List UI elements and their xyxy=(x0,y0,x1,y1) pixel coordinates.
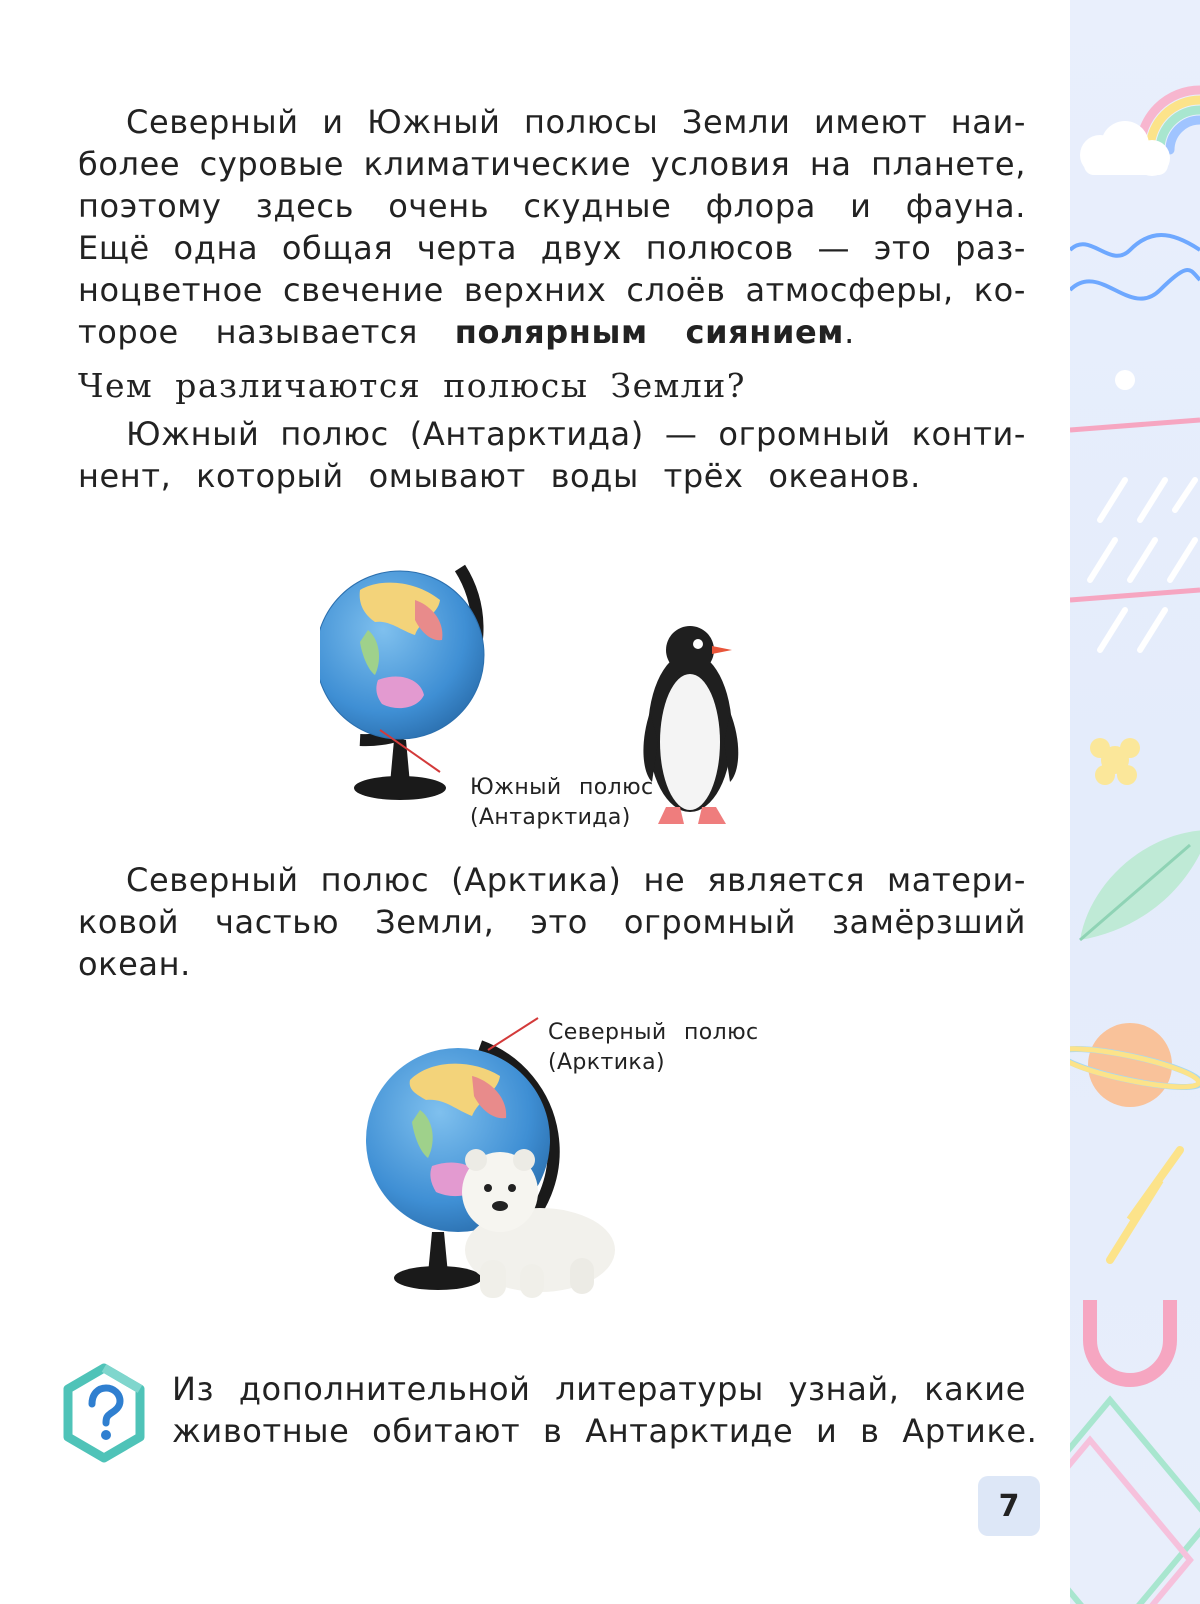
paragraph-text: торое называется xyxy=(78,313,455,351)
paragraph-line: Северный полюс (Арктика) не является матери- xyxy=(126,861,1026,899)
south-pole-caption xyxy=(470,773,654,833)
paragraph-line: океан. xyxy=(78,945,191,983)
paragraph-line: нент, который омывают воды трёх океанов. xyxy=(78,457,921,495)
paragraph-line: Ещё одна общая черта двух полюсов — это раз- xyxy=(78,229,1026,267)
caption-line: (Антарктида) xyxy=(470,805,631,830)
paragraph-line: Южный полюс (Антарктида) — огромный конти- xyxy=(126,415,1026,453)
caption-line: Южный полюс xyxy=(470,775,654,800)
caption-line: Северный полюс xyxy=(548,1020,759,1045)
north-pole-paragraph xyxy=(78,859,1026,985)
north-pole-caption xyxy=(548,1018,759,1078)
task-line: Из дополнительной литературы узнай, какие xyxy=(172,1370,1026,1408)
sidebar-decoration xyxy=(1070,0,1200,1604)
paragraph-line: ковой частью Земли, это огромный замёрзший xyxy=(78,903,1026,941)
section-heading: Чем различаются полюсы Земли? xyxy=(78,366,746,405)
task-line: животные обитают в Антарктиде и в Артике. xyxy=(172,1412,1038,1450)
decorative-sidebar xyxy=(1070,0,1200,1604)
south-pole-paragraph xyxy=(78,413,1026,497)
intro-paragraph xyxy=(78,101,1026,353)
paragraph-line: Северный и Южный полюсы Земли имеют наи- xyxy=(126,103,1026,141)
caption-line: (Арктика) xyxy=(548,1050,665,1075)
paragraph-last-line xyxy=(78,311,1026,353)
bold-term: полярным сиянием xyxy=(454,313,845,351)
pointer-line xyxy=(488,1018,538,1050)
task-text xyxy=(172,1368,1038,1452)
planet-icon xyxy=(1070,1023,1200,1107)
penguin-icon xyxy=(643,626,738,824)
leaf-icon xyxy=(1080,830,1200,940)
paragraph-text: . xyxy=(844,313,855,351)
paragraph-line: более суровые климатические условия на планете, xyxy=(78,145,1026,183)
flower-icon xyxy=(1090,738,1140,785)
page-number: 7 xyxy=(978,1476,1040,1536)
globe-icon xyxy=(320,568,484,800)
question-hexagon-icon xyxy=(62,1360,146,1466)
paragraph-line: ноцветное свечение верхних слоёв атмосферы, ко- xyxy=(78,271,1026,309)
paragraph-line: поэтому здесь очень скудные флора и фауна. xyxy=(78,187,1026,225)
